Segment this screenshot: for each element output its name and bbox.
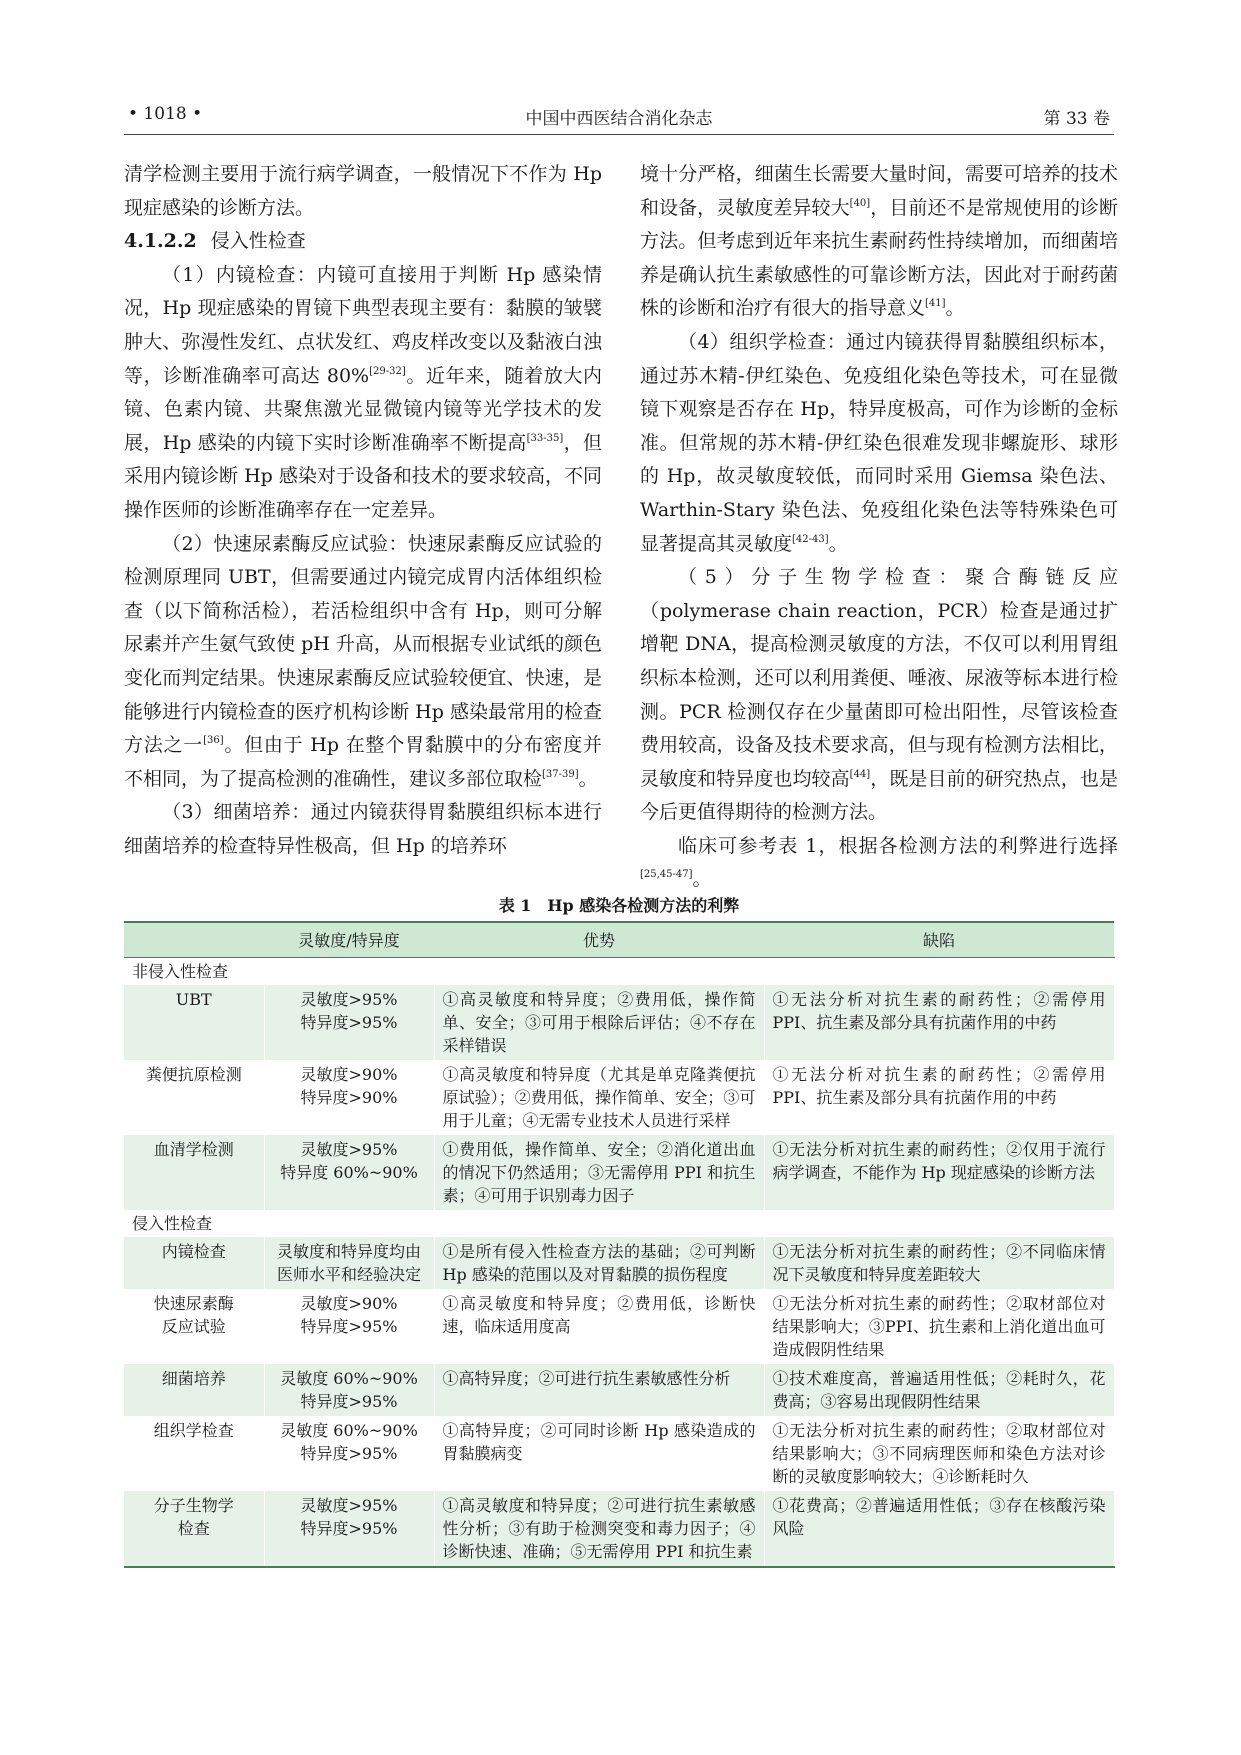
citation: [40] <box>849 197 871 209</box>
disadvantage-cell: ①技术难度高，普遍适用性低；②耗时久，花费高；③容易出现假阴性结果 <box>764 1364 1114 1416</box>
advantage-cell: ①高灵敏度和特异度；②费用低，诊断快速，临床适用度高 <box>434 1289 764 1364</box>
comparison-table <box>124 921 1115 1568</box>
paragraph: 清学检测主要用于流行病学调查，一般情况下不作为 Hp 现症感染的诊断方法。 <box>124 163 602 219</box>
citation: [44] <box>849 768 871 780</box>
citation: [25,45-47] <box>640 869 693 881</box>
table-row <box>124 985 1114 1060</box>
citation: [36] <box>203 735 224 747</box>
group-label: 侵入性检查 <box>124 1210 1114 1237</box>
advantage-cell: ①高灵敏度和特异度；②费用低，操作简单、安全；③可用于根除后评估；④不存在采样错误 <box>434 985 764 1060</box>
sensitivity-cell: 灵敏度>90% 特异度>95% <box>264 1289 434 1364</box>
paragraph-culture: （3）细菌培养：通过内镜获得胃黏膜组织标本进行细菌培养的检查特异性极高，但 Hp 的培养环 <box>124 801 602 857</box>
sensitivity-cell: 灵敏度>90% 特异度>90% <box>264 1060 434 1135</box>
volume-label: 第 33 卷 <box>1043 109 1110 129</box>
paragraph: 境十分严格，细菌生长需要大量时间，需要可培养的技术和设备，灵敏度差异较大[40]，目前还不是常规使用的诊断方法。但考虑到近年来抗生素耐药性持续增加，而细菌培养是确认抗生素敏感性的可靠诊断方法，因此对于耐药菌株的诊断和治疗有很大的指导意义[41]。 <box>640 163 1118 320</box>
section-heading: 4.1.2.2 侵入性检查 <box>124 230 306 253</box>
advantage-cell: ①高特异度；②可同时诊断 Hp 感染造成的胃黏膜病变 <box>434 1416 764 1491</box>
advantage-cell: ①高灵敏度和特异度（尤其是单克隆粪便抗原试验）；②费用低，操作简单、安全；③可用于儿童；④无需专业技术人员进行采样 <box>434 1060 764 1135</box>
table-group-row <box>124 1210 1114 1237</box>
sensitivity-cell: 灵敏度>95% 特异度>95% <box>264 1491 434 1567</box>
method-name-cell: 血清学检测 <box>124 1135 264 1210</box>
sensitivity-cell: 灵敏度 60%~90% 特异度>95% <box>264 1364 434 1416</box>
table-row <box>124 1416 1114 1491</box>
citation: [37-39] <box>542 768 579 780</box>
header-cell: 缺陷 <box>764 922 1114 958</box>
page-number: • 1018 • <box>128 104 203 124</box>
header-cell <box>124 922 264 958</box>
method-name-cell: 细菌培养 <box>124 1364 264 1416</box>
advantage-cell: ①高灵敏度和特异度；②可进行抗生素敏感性分析；③有助于检测突变和毒力因子；④诊断快速、准确；⑤无需停用 PPI 和抗生素 <box>434 1491 764 1567</box>
paragraph-endoscopy: （1）内镜检查：内镜可直接用于判断 Hp 感染情况，Hp 现症感染的胃镜下典型表现主要有：黏膜的皱襞肿大、弥漫性发红、点状发红、鸡皮样改变以及黏液白浊等，诊断准确率可高达 80%[29-32]。近年来，随着放大内镜、色素内镜、共聚焦激光显微镜内镜等光学技术的发展，Hp 感染的内镜下实时诊断准确率不断提高[33-35]，但采用内镜诊断 Hp 感染对于设备和技术的要求较高，不同操作医师的诊断准确率存在一定差异。 <box>124 263 602 521</box>
table-title: 表 1 Hp 感染各检测方法的利弊 <box>498 896 740 915</box>
disadvantage-cell: ①无法分析对抗生素的耐药性；②仅用于流行病学调查，不能作为 Hp 现症感染的诊断方法 <box>764 1135 1114 1210</box>
table-row <box>124 1289 1114 1364</box>
table-row <box>124 1135 1114 1210</box>
advantage-cell: ①费用低，操作简单、安全；②消化道出血的情况下仍然适用；③无需停用 PPI 和抗生素；④可用于识别毒力因子 <box>434 1135 764 1210</box>
sensitivity-cell: 灵敏度和特异度均由医师水平和经验决定 <box>264 1237 434 1289</box>
disadvantage-cell: ①无法分析对抗生素的耐药性；②不同临床情况下灵敏度和特异度差距较大 <box>764 1237 1114 1289</box>
disadvantage-cell: ①无法分析对抗生素的耐药性；②取材部位对结果影响大；③不同病理医师和染色方法对诊断的灵敏度影响较大；④诊断耗时久 <box>764 1416 1114 1491</box>
advantage-cell: ①是所有侵入性检查方法的基础；②可判断 Hp 感染的范围以及对胃黏膜的损伤程度 <box>434 1237 764 1289</box>
citation: [33-35] <box>526 432 564 444</box>
sensitivity-cell: 灵敏度>95% 特异度 60%~90% <box>264 1135 434 1210</box>
header-cell: 灵敏度/特异度 <box>264 922 434 958</box>
sensitivity-cell: 灵敏度 60%~90% 特异度>95% <box>264 1416 434 1491</box>
right-column <box>640 158 1118 897</box>
header-cell: 优势 <box>434 922 764 958</box>
disadvantage-cell: ①无法分析对抗生素的耐药性；②需停用 PPI、抗生素及部分具有抗菌作用的中药 <box>764 985 1114 1060</box>
paragraph-molecular: （5）分子生物学检查：聚合酶链反应（polymerase chain reaction，PCR）检查是通过扩增靶 DNA，提高检测灵敏度的方法，不仅可以利用胃组织标本检测，还可以利用粪便、唾液、尿液等标本进行检测。PCR 检测仅存在少量菌即可检出阳性，尽管该检查费用较高，设备及技术要求高，但与现有检测方法相比，灵敏度和特异度也均较高[44]，既是目前的研究热点，也是今后更值得期待的检测方法。 <box>640 566 1118 824</box>
table-row <box>124 1364 1114 1416</box>
sensitivity-cell: 灵敏度>95% 特异度>95% <box>264 985 434 1060</box>
method-name-cell: 快速尿素酶 反应试验 <box>124 1289 264 1364</box>
paragraph-histology: （4）组织学检查：通过内镜获得胃黏膜组织标本，通过苏木精-伊红染色、免疫组化染色等技术，可在显微镜下观察是否存在 Hp，特异度极高，可作为诊断的金标准。但常规的苏木精-伊红染色很难发现非螺旋形、球形的 Hp，故灵敏度较低，而同时采用 Giemsa 染色法、Warthin-Stary 染色法、免疫组化染色法等特殊染色可显著提高其灵敏度[42-43]。 <box>640 330 1118 555</box>
method-name-cell: 粪便抗原检测 <box>124 1060 264 1135</box>
table-container <box>124 921 1114 1568</box>
table-row <box>124 1491 1114 1567</box>
left-column <box>124 158 602 863</box>
group-label: 非侵入性检查 <box>124 958 1114 986</box>
method-name-cell: 内镜检查 <box>124 1237 264 1289</box>
journal-title: 中国中西医结合消化杂志 <box>525 109 713 129</box>
page-header <box>124 100 1114 135</box>
method-name-cell: 分子生物学 检查 <box>124 1491 264 1567</box>
citation: [42-43] <box>792 533 829 545</box>
method-name-cell: UBT <box>124 985 264 1060</box>
paragraph-urease: （2）快速尿素酶反应试验：快速尿素酶反应试验的检测原理同 UBT，但需要通过内镜完成胃内活体组织检查（以下简称活检），若活检组织中含有 Hp，则可分解尿素并产生氨气致使 pH 升高，从而根据专业试纸的颜色变化而判定结果。快速尿素酶反应试验较便宜、快速，是能够进行内镜检查的医疗机构诊断 Hp 感染最常用的检查方法之一[36]。但由于 Hp 在整个胃黏膜中的分布密度并不相同，为了提高检测的准确性，建议多部位取检[37-39]。 <box>124 532 602 790</box>
table-header-row <box>124 922 1114 958</box>
table-group-row <box>124 958 1114 986</box>
disadvantage-cell: ①无法分析对抗生素的耐药性；②取材部位对结果影响大；③PPI、抗生素和上消化道出血可造成假阴性结果 <box>764 1289 1114 1364</box>
table-row <box>124 1060 1114 1135</box>
citation: [41] <box>925 298 946 310</box>
method-name-cell: 组织学检查 <box>124 1416 264 1491</box>
disadvantage-cell: ①花费高；②普遍适用性低；③存在核酸污染风险 <box>764 1491 1114 1567</box>
advantage-cell: ①高特异度；②可进行抗生素敏感性分析 <box>434 1364 764 1416</box>
disadvantage-cell: ①无法分析对抗生素的耐药性；②需停用 PPI、抗生素及部分具有抗菌作用的中药 <box>764 1060 1114 1135</box>
paragraph-reference-table: 临床可参考表 1，根据各检测方法的利弊进行选择[25,45-47]。 <box>640 834 1118 891</box>
table-row <box>124 1237 1114 1289</box>
citation: [29-32] <box>369 365 406 377</box>
